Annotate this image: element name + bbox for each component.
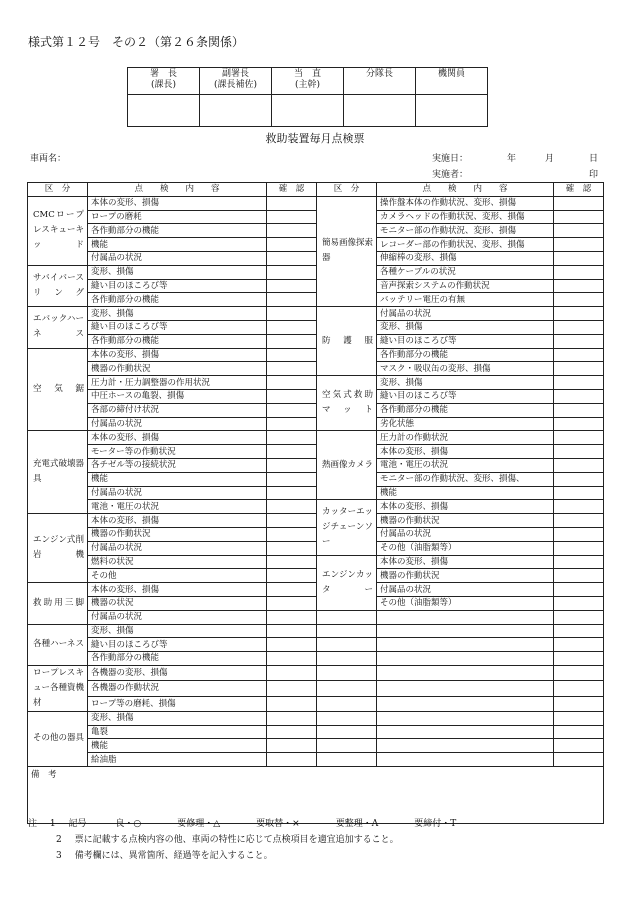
right-confirm-cell[interactable] <box>554 569 604 583</box>
right-inspection-item: 変形、損傷 <box>377 376 554 390</box>
approval-stamp-box[interactable] <box>344 95 416 127</box>
left-inspection-item: 電池・電圧の状況 <box>88 500 267 514</box>
approval-role: 機関員 <box>437 69 465 79</box>
left-category-cell: エバックハーネス <box>28 307 88 348</box>
date-label: 実施日： <box>432 154 469 164</box>
right-inspection-item: 本体の変形、損傷 <box>377 500 554 514</box>
left-confirm-cell[interactable] <box>267 445 317 459</box>
table-row <box>28 610 604 624</box>
right-item-blank[interactable] <box>377 638 554 652</box>
table-row <box>28 486 604 500</box>
left-inspection-item: 付属品の状況 <box>88 541 267 555</box>
left-inspection-item: 本体の変形、損傷 <box>88 431 267 445</box>
note-number: 3 <box>56 851 62 861</box>
table-row <box>28 348 604 362</box>
left-inspection-item: ロープ等の磨耗、損傷 <box>88 696 267 711</box>
right-inspection-item: 変形、損傷 <box>377 320 554 334</box>
left-category-cell: 各種ハーネス <box>28 624 88 665</box>
right-confirm-cell[interactable] <box>554 320 604 334</box>
table-row <box>28 725 604 739</box>
right-inspection-item: その他（油脂類等） <box>377 596 554 610</box>
vehicle-label: 車両名： <box>30 154 67 164</box>
right-confirm-cell[interactable] <box>554 555 604 569</box>
right-confirm-cell[interactable] <box>554 696 604 711</box>
left-confirm-cell[interactable] <box>267 238 317 252</box>
table-row <box>28 417 604 431</box>
left-inspection-item: 本体の変形、損傷 <box>88 583 267 597</box>
table-row <box>28 500 604 514</box>
right-confirm-cell[interactable] <box>554 389 604 403</box>
left-inspection-item: 機能 <box>88 238 267 252</box>
left-confirm-cell[interactable] <box>267 527 317 541</box>
right-category-blank[interactable] <box>317 624 377 638</box>
table-row <box>28 458 604 472</box>
note-text: 備考欄には、異常箇所、経過等を記入すること。 <box>74 851 273 861</box>
right-confirm-cell[interactable] <box>554 711 604 725</box>
right-confirm-cell[interactable] <box>554 265 604 279</box>
symbols-legend <box>89 819 456 829</box>
right-inspection-item: 電池・電圧の状況 <box>377 458 554 472</box>
right-inspection-item: カメラヘッドの作動状況、変形、損傷 <box>377 210 554 224</box>
right-inspection-item: バッテリー電圧の有無 <box>377 293 554 307</box>
left-inspection-item: モーター等の作動状況 <box>88 445 267 459</box>
right-confirm-cell[interactable] <box>554 458 604 472</box>
table-row <box>28 389 604 403</box>
left-confirm-cell[interactable] <box>267 681 317 696</box>
approval-header-cell <box>200 68 272 95</box>
right-confirm-cell[interactable] <box>554 251 604 265</box>
left-confirm-cell[interactable] <box>267 376 317 390</box>
inspection-table <box>27 182 604 824</box>
left-inspection-item: 各チゼル等の接続状況 <box>88 458 267 472</box>
approval-header-cell <box>344 68 416 95</box>
right-confirm-cell[interactable] <box>554 238 604 252</box>
left-inspection-item: 付属品の状況 <box>88 251 267 265</box>
left-inspection-item: 燃料の状況 <box>88 555 267 569</box>
right-category-blank[interactable] <box>317 711 377 725</box>
left-confirm-cell[interactable] <box>267 320 317 334</box>
right-inspection-item: 操作盤本体の作動状況、変形、損傷 <box>377 196 554 210</box>
right-confirm-cell[interactable] <box>554 307 604 321</box>
right-confirm-cell[interactable] <box>554 403 604 417</box>
right-category-blank[interactable] <box>317 681 377 696</box>
table-row <box>28 362 604 376</box>
left-inspection-item: 変形、損傷 <box>88 624 267 638</box>
note-3 <box>28 848 456 864</box>
right-category-cell: エンジンカッター <box>317 555 377 610</box>
left-inspection-item: 給油脂 <box>88 753 267 767</box>
right-item-blank[interactable] <box>377 610 554 624</box>
right-confirm-cell[interactable] <box>554 652 604 666</box>
right-confirm-cell[interactable] <box>554 583 604 597</box>
table-row <box>28 320 604 334</box>
right-item-blank[interactable] <box>377 652 554 666</box>
left-confirm-cell[interactable] <box>267 307 317 321</box>
remarks-label: 備 考 <box>31 770 57 781</box>
right-inspection-item: 縫い目のほころび等 <box>377 334 554 348</box>
left-category-cell: エンジン式削岩機 <box>28 514 88 583</box>
seal-mark: 印 <box>589 170 599 180</box>
approval-role: 副署長 <box>221 69 249 79</box>
right-inspection-item: 機能 <box>377 486 554 500</box>
header-confirm-left: 確 認 <box>267 183 317 197</box>
left-confirm-cell[interactable] <box>267 711 317 725</box>
table-row <box>28 224 604 238</box>
left-inspection-item: 変形、損傷 <box>88 711 267 725</box>
left-inspection-item: 各機器の変形、損傷 <box>88 665 267 680</box>
right-confirm-cell[interactable] <box>554 610 604 624</box>
table-row <box>28 583 604 597</box>
right-confirm-cell[interactable] <box>554 596 604 610</box>
right-inspection-item: 機器の作動状況 <box>377 569 554 583</box>
approval-header-cell <box>416 68 488 95</box>
form-number: 様式第１２号 その２（第２６条関係） <box>28 35 245 49</box>
table-row <box>28 279 604 293</box>
left-confirm-cell[interactable] <box>267 610 317 624</box>
right-inspection-item: 各作動部分の機能 <box>377 348 554 362</box>
table-row <box>28 334 604 348</box>
table-row <box>28 638 604 652</box>
right-confirm-cell[interactable] <box>554 527 604 541</box>
day-label: 日 <box>589 154 599 164</box>
left-confirm-cell[interactable] <box>267 251 317 265</box>
left-confirm-cell[interactable] <box>267 739 317 753</box>
right-inspection-item: 劣化状態 <box>377 417 554 431</box>
note-1 <box>28 816 456 832</box>
right-inspection-item: 縫い目のほころび等 <box>377 389 554 403</box>
left-confirm-cell[interactable] <box>267 403 317 417</box>
left-confirm-cell[interactable] <box>267 725 317 739</box>
symbol-legend-item: 要取替・× <box>256 819 300 829</box>
right-category-blank[interactable] <box>317 696 377 711</box>
table-row <box>28 711 604 725</box>
left-inspection-item: 機器の作動状況 <box>88 362 267 376</box>
approval-stamp-box[interactable] <box>272 95 344 127</box>
right-item-blank[interactable] <box>377 665 554 680</box>
left-inspection-item: 縫い目のほころび等 <box>88 320 267 334</box>
table-row <box>28 596 604 610</box>
left-confirm-cell[interactable] <box>267 362 317 376</box>
left-confirm-cell[interactable] <box>267 624 317 638</box>
right-category-cell: 防護服 <box>317 307 377 376</box>
approval-stamp-box[interactable] <box>128 95 200 127</box>
left-inspection-item: 各作動部分の機能 <box>88 224 267 238</box>
approval-stamp-box[interactable] <box>416 95 488 127</box>
left-confirm-cell[interactable] <box>267 348 317 362</box>
left-inspection-item: 各部の締付け状況 <box>88 403 267 417</box>
note-number: 2 <box>56 835 62 845</box>
table-row <box>28 431 604 445</box>
left-confirm-cell[interactable] <box>267 541 317 555</box>
right-confirm-cell[interactable] <box>554 293 604 307</box>
left-confirm-cell[interactable] <box>267 210 317 224</box>
left-confirm-cell[interactable] <box>267 431 317 445</box>
table-row <box>28 196 604 210</box>
right-category-blank[interactable] <box>317 652 377 666</box>
header-content-left: 点 検 内 容 <box>88 183 267 197</box>
right-confirm-cell[interactable] <box>554 739 604 753</box>
right-inspection-item: 本体の変形、損傷 <box>377 555 554 569</box>
left-confirm-cell[interactable] <box>267 500 317 514</box>
right-confirm-cell[interactable] <box>554 541 604 555</box>
table-row <box>28 293 604 307</box>
left-inspection-item: 圧力計・圧力調整器の作用状況 <box>88 376 267 390</box>
right-inspection-item: マスク・吸収缶の変形、損傷 <box>377 362 554 376</box>
left-category-cell: 空気鋸 <box>28 348 88 431</box>
page-title: 救助装置毎月点検票 <box>265 132 365 145</box>
right-inspection-item: 機器の作動状況 <box>377 514 554 528</box>
note-text: 票に記載する点検内容の他、車両の特性に応じて点検項目を適宜追加すること。 <box>74 835 399 845</box>
left-category-cell: ロープレスキュー各種資機材 <box>28 665 88 711</box>
right-inspection-item: その他（油脂類等） <box>377 541 554 555</box>
right-confirm-cell[interactable] <box>554 445 604 459</box>
left-inspection-item: 変形、損傷 <box>88 265 267 279</box>
table-row <box>28 445 604 459</box>
approval-role-sub: (課長) <box>150 80 177 90</box>
right-confirm-cell[interactable] <box>554 681 604 696</box>
table-row <box>28 210 604 224</box>
left-category-cell: サバイバースリング <box>28 265 88 306</box>
right-category-blank[interactable] <box>317 739 377 753</box>
left-inspection-item: 各機器の作動状況 <box>88 681 267 696</box>
approval-role-sub: (課長補佐) <box>213 80 258 90</box>
left-confirm-cell[interactable] <box>267 652 317 666</box>
left-confirm-cell[interactable] <box>267 472 317 486</box>
left-inspection-item: 各作動部分の機能 <box>88 293 267 307</box>
right-confirm-cell[interactable] <box>554 725 604 739</box>
approval-header-cell <box>128 68 200 95</box>
left-confirm-cell[interactable] <box>267 417 317 431</box>
approval-header-cell <box>272 68 344 95</box>
right-confirm-cell[interactable] <box>554 334 604 348</box>
right-confirm-cell[interactable] <box>554 431 604 445</box>
right-confirm-cell[interactable] <box>554 624 604 638</box>
symbol-legend-item: 良・○ <box>115 819 142 829</box>
right-category-cell: カッターエッジチェーンソー <box>317 500 377 555</box>
right-item-blank[interactable] <box>377 681 554 696</box>
left-confirm-cell[interactable] <box>267 389 317 403</box>
right-inspection-item: モニター部の作動状況、変形、損傷 <box>377 224 554 238</box>
right-inspection-item: 付属品の状況 <box>377 527 554 541</box>
left-inspection-item: 付属品の状況 <box>88 610 267 624</box>
left-inspection-item: 機器の状況 <box>88 596 267 610</box>
right-inspection-item: 本体の変形、損傷 <box>377 445 554 459</box>
left-confirm-cell[interactable] <box>267 638 317 652</box>
inspector-label: 実施者： <box>432 170 469 180</box>
left-inspection-item: 機器の作動状況 <box>88 527 267 541</box>
approval-role-sub: (主幹) <box>294 80 321 90</box>
header-category-left: 区 分 <box>28 183 88 197</box>
left-inspection-item: 本体の変形、損傷 <box>88 348 267 362</box>
right-inspection-item: モニター部の作動状況、変形、損傷、 <box>377 472 554 486</box>
table-row <box>28 569 604 583</box>
left-category-cell: その他の器具 <box>28 711 88 766</box>
left-confirm-cell[interactable] <box>267 696 317 711</box>
left-inspection-item: 付属品の状況 <box>88 486 267 500</box>
approval-role: 当 直 <box>293 69 321 79</box>
right-confirm-cell[interactable] <box>554 279 604 293</box>
left-confirm-cell[interactable] <box>267 486 317 500</box>
symbol-legend-item: 要整理・A <box>335 819 379 829</box>
note-label: 注 <box>28 819 38 829</box>
right-category-cell: 熱画像カメラ <box>317 431 377 500</box>
left-confirm-cell[interactable] <box>267 196 317 210</box>
left-confirm-cell[interactable] <box>267 279 317 293</box>
left-confirm-cell[interactable] <box>267 265 317 279</box>
right-confirm-cell[interactable] <box>554 224 604 238</box>
left-confirm-cell[interactable] <box>267 458 317 472</box>
right-confirm-cell[interactable] <box>554 472 604 486</box>
symbol-legend-item: 要締付・T <box>414 819 457 829</box>
right-confirm-cell[interactable] <box>554 362 604 376</box>
header-confirm-right: 確 認 <box>554 183 604 197</box>
right-inspection-item: 伸縮棒の変形、損傷 <box>377 251 554 265</box>
left-inspection-item: その他 <box>88 569 267 583</box>
right-inspection-item: レコーダー部の作動状況、変形、損傷 <box>377 238 554 252</box>
right-confirm-cell[interactable] <box>554 500 604 514</box>
right-confirm-cell[interactable] <box>554 417 604 431</box>
table-row <box>28 251 604 265</box>
table-row <box>28 376 604 390</box>
header-content-right: 点 検 内 容 <box>377 183 554 197</box>
left-confirm-cell[interactable] <box>267 293 317 307</box>
month-label: 月 <box>545 154 555 164</box>
table-row <box>28 753 604 767</box>
table-row <box>28 555 604 569</box>
table-row <box>28 681 604 696</box>
right-confirm-cell[interactable] <box>554 486 604 500</box>
table-row <box>28 652 604 666</box>
table-row <box>28 665 604 680</box>
approval-stamp-box[interactable] <box>200 95 272 127</box>
left-confirm-cell[interactable] <box>267 334 317 348</box>
left-inspection-item: ロープの磨耗 <box>88 210 267 224</box>
right-confirm-cell[interactable] <box>554 638 604 652</box>
right-inspection-item: 各種ケーブルの状況 <box>377 265 554 279</box>
table-row <box>28 696 604 711</box>
right-item-blank[interactable] <box>377 711 554 725</box>
right-category-cell: 空気式救助マット <box>317 376 377 431</box>
left-category-cell: 救助用三脚 <box>28 583 88 624</box>
left-inspection-item: 縫い目のほころび等 <box>88 638 267 652</box>
approval-role: 署 長 <box>149 69 177 79</box>
left-confirm-cell[interactable] <box>267 665 317 680</box>
approval-stamp-table <box>127 67 488 127</box>
table-row <box>28 238 604 252</box>
symbols-label: 記号 <box>68 819 87 829</box>
table-row <box>28 472 604 486</box>
approval-role: 分隊長 <box>365 69 393 79</box>
table-row <box>28 541 604 555</box>
table-row <box>28 265 604 279</box>
left-confirm-cell[interactable] <box>267 514 317 528</box>
left-inspection-item: 機能 <box>88 739 267 753</box>
left-inspection-item: 本体の変形、損傷 <box>88 514 267 528</box>
left-inspection-item: 中圧ホースの亀裂、損傷 <box>88 389 267 403</box>
table-row <box>28 514 604 528</box>
table-row <box>28 527 604 541</box>
table-row <box>28 403 604 417</box>
year-label: 年 <box>507 154 517 164</box>
right-item-blank[interactable] <box>377 725 554 739</box>
right-category-blank[interactable] <box>317 638 377 652</box>
notes <box>28 816 456 864</box>
right-inspection-item: 付属品の状況 <box>377 307 554 321</box>
left-confirm-cell[interactable] <box>267 583 317 597</box>
right-category-blank[interactable] <box>317 725 377 739</box>
left-category-cell: 充電式破壊器具 <box>28 431 88 514</box>
table-row <box>28 739 604 753</box>
left-category-cell: CMCロープレスキューキッド <box>28 196 88 265</box>
header-category-right: 区 分 <box>317 183 377 197</box>
right-item-blank[interactable] <box>377 696 554 711</box>
right-confirm-cell[interactable] <box>554 348 604 362</box>
left-inspection-item: 各作動部分の機能 <box>88 334 267 348</box>
right-inspection-item: 圧力計の作動状況 <box>377 431 554 445</box>
note-number: 1 <box>49 819 56 829</box>
table-header-row <box>28 183 604 197</box>
right-inspection-item: 付属品の状況 <box>377 583 554 597</box>
table-row <box>28 307 604 321</box>
right-confirm-cell[interactable] <box>554 210 604 224</box>
left-inspection-item: 縫い目のほころび等 <box>88 279 267 293</box>
left-inspection-item: 各作動部分の機能 <box>88 652 267 666</box>
symbol-legend-item: 要修理・△ <box>177 819 221 829</box>
right-confirm-cell[interactable] <box>554 196 604 210</box>
left-confirm-cell[interactable] <box>267 555 317 569</box>
right-category-blank[interactable] <box>317 753 377 767</box>
left-inspection-item: 変形、損傷 <box>88 307 267 321</box>
right-category-cell: 簡易画像探索器 <box>317 196 377 306</box>
right-confirm-cell[interactable] <box>554 376 604 390</box>
right-item-blank[interactable] <box>377 624 554 638</box>
right-item-blank[interactable] <box>377 753 554 767</box>
left-inspection-item: 本体の変形、損傷 <box>88 196 267 210</box>
right-confirm-cell[interactable] <box>554 665 604 680</box>
left-inspection-item: 付属品の状況 <box>88 417 267 431</box>
right-confirm-cell[interactable] <box>554 514 604 528</box>
left-confirm-cell[interactable] <box>267 596 317 610</box>
right-confirm-cell[interactable] <box>554 753 604 767</box>
left-inspection-item: 機能 <box>88 472 267 486</box>
left-inspection-item: 亀裂 <box>88 725 267 739</box>
right-category-blank[interactable] <box>317 665 377 680</box>
left-confirm-cell[interactable] <box>267 569 317 583</box>
left-confirm-cell[interactable] <box>267 224 317 238</box>
table-row <box>28 624 604 638</box>
left-confirm-cell[interactable] <box>267 753 317 767</box>
right-inspection-item: 各作動部分の機能 <box>377 403 554 417</box>
right-inspection-item: 音声探索システムの作動状況 <box>377 279 554 293</box>
right-category-blank[interactable] <box>317 610 377 624</box>
right-item-blank[interactable] <box>377 739 554 753</box>
note-2 <box>28 832 456 848</box>
